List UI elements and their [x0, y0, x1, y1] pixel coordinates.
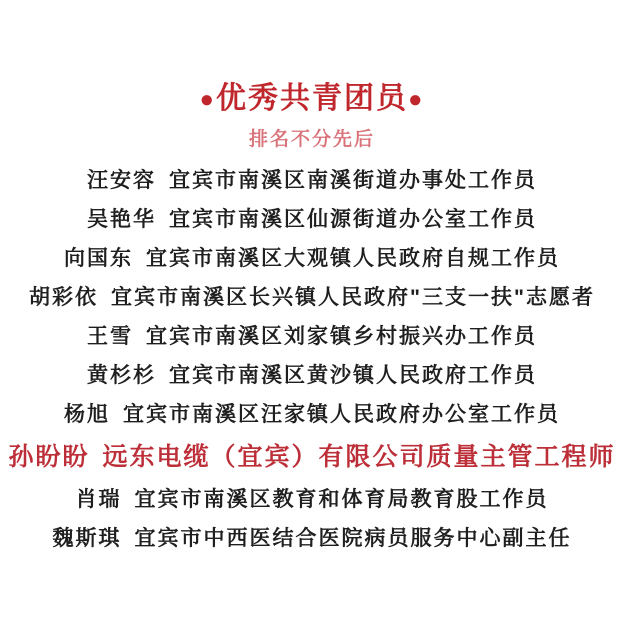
member-list: [8, 159, 615, 556]
member-name: 胡彩依: [29, 285, 99, 309]
page-subtitle: 排名不分先后: [248, 129, 375, 150]
member-row: [53, 517, 572, 556]
member-affiliation: 宜宾市南溪区汪家镇人民政府办公室工作员: [123, 402, 560, 426]
member-name: 孙盼盼: [8, 443, 90, 471]
member-affiliation: 宜宾市南溪区刘家镇乡村振兴办工作员: [146, 324, 537, 348]
member-row: [64, 393, 560, 432]
member-row-highlighted: [8, 432, 615, 478]
member-affiliation: 宜宾市南溪区长兴镇人民政府"三支一扶"志愿者: [111, 285, 595, 309]
member-affiliation: 宜宾市南溪区南溪街道办事处工作员: [169, 168, 537, 192]
page-title: [200, 84, 425, 114]
member-row: [64, 237, 560, 276]
member-row: [76, 478, 549, 517]
member-name: 向国东: [64, 246, 133, 270]
member-affiliation: 宜宾市中西医结合医院病员服务中心副主任: [134, 526, 572, 550]
member-affiliation: 远东电缆（宜宾）有限公司质量主管工程师: [102, 443, 616, 471]
page-title-text: 优秀共青团员: [216, 82, 408, 115]
member-row: [87, 354, 537, 393]
member-row: [29, 276, 595, 315]
member-affiliation: 宜宾市南溪区仙源街道办公室工作员: [169, 207, 537, 231]
member-affiliation: 宜宾市南溪区教育和体育局教育股工作员: [134, 487, 549, 511]
member-name: 杨旭: [64, 402, 110, 426]
member-name: 王雪: [87, 324, 133, 348]
member-affiliation: 宜宾市南溪区黄沙镇人民政府工作员: [169, 363, 537, 387]
member-row: [87, 159, 537, 198]
member-row: [87, 198, 537, 237]
member-name: 魏斯琪: [52, 526, 122, 550]
member-name: 肖瑞: [75, 487, 122, 511]
member-row: [87, 315, 537, 354]
member-affiliation: 宜宾市南溪区大观镇人民政府自规工作员: [146, 246, 560, 270]
bullet-icon: ●: [199, 86, 216, 113]
member-name: 黄杉杉: [87, 363, 156, 387]
bullet-icon: ●: [408, 86, 425, 113]
member-name: 吴艳华: [87, 207, 156, 231]
member-name: 汪安容: [87, 168, 156, 192]
